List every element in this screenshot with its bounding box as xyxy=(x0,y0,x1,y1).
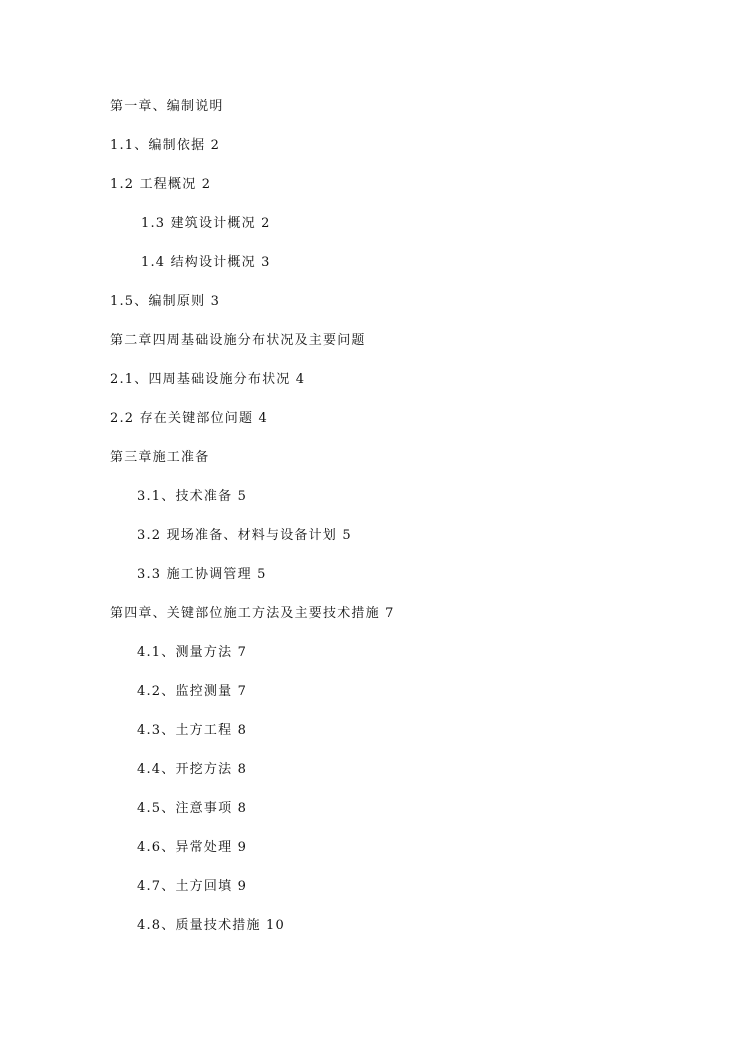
toc-entry-3-3: 3.3 施工协调管理 5 xyxy=(137,567,267,582)
toc-entry-4-4: 4.4、开挖方法 8 xyxy=(137,762,248,777)
toc-entry-4-1: 4.1、测量方法 7 xyxy=(137,645,248,660)
toc-entry-4-5: 4.5、注意事项 8 xyxy=(137,801,248,816)
toc-entry-4-2: 4.2、监控测量 7 xyxy=(137,684,248,699)
toc-chapter-4: 第四章、关键部位施工方法及主要技术措施 7 xyxy=(110,606,395,621)
toc-entry-3-2: 3.2 现场准备、材料与设备计划 5 xyxy=(137,528,352,543)
toc-entry-2-1: 2.1、四周基础设施分布状况 4 xyxy=(110,372,306,387)
toc-entry-4-7: 4.7、土方回填 9 xyxy=(137,879,248,894)
toc-entry-4-3: 4.3、土方工程 8 xyxy=(137,723,248,738)
toc-entry-1-3: 1.3 建筑设计概况 2 xyxy=(141,216,271,231)
toc-entry-2-2: 2.2 存在关键部位问题 4 xyxy=(110,411,269,426)
toc-entry-3-1: 3.1、技术准备 5 xyxy=(137,489,248,504)
toc-entry-4-6: 4.6、异常处理 9 xyxy=(137,840,248,855)
toc-chapter-3: 第三章施工准备 xyxy=(110,450,210,465)
toc-chapter-2: 第二章四周基础设施分布状况及主要问题 xyxy=(110,333,366,348)
toc-entry-1-1: 1.1、编制依据 2 xyxy=(110,138,221,153)
toc-entry-1-5: 1.5、编制原则 3 xyxy=(110,294,221,309)
toc-entry-1-2: 1.2 工程概况 2 xyxy=(110,177,212,192)
toc-entry-1-4: 1.4 结构设计概况 3 xyxy=(141,255,271,270)
toc-chapter-1: 第一章、编制说明 xyxy=(110,99,224,114)
toc-entry-4-8: 4.8、质量技术措施 10 xyxy=(137,918,285,933)
